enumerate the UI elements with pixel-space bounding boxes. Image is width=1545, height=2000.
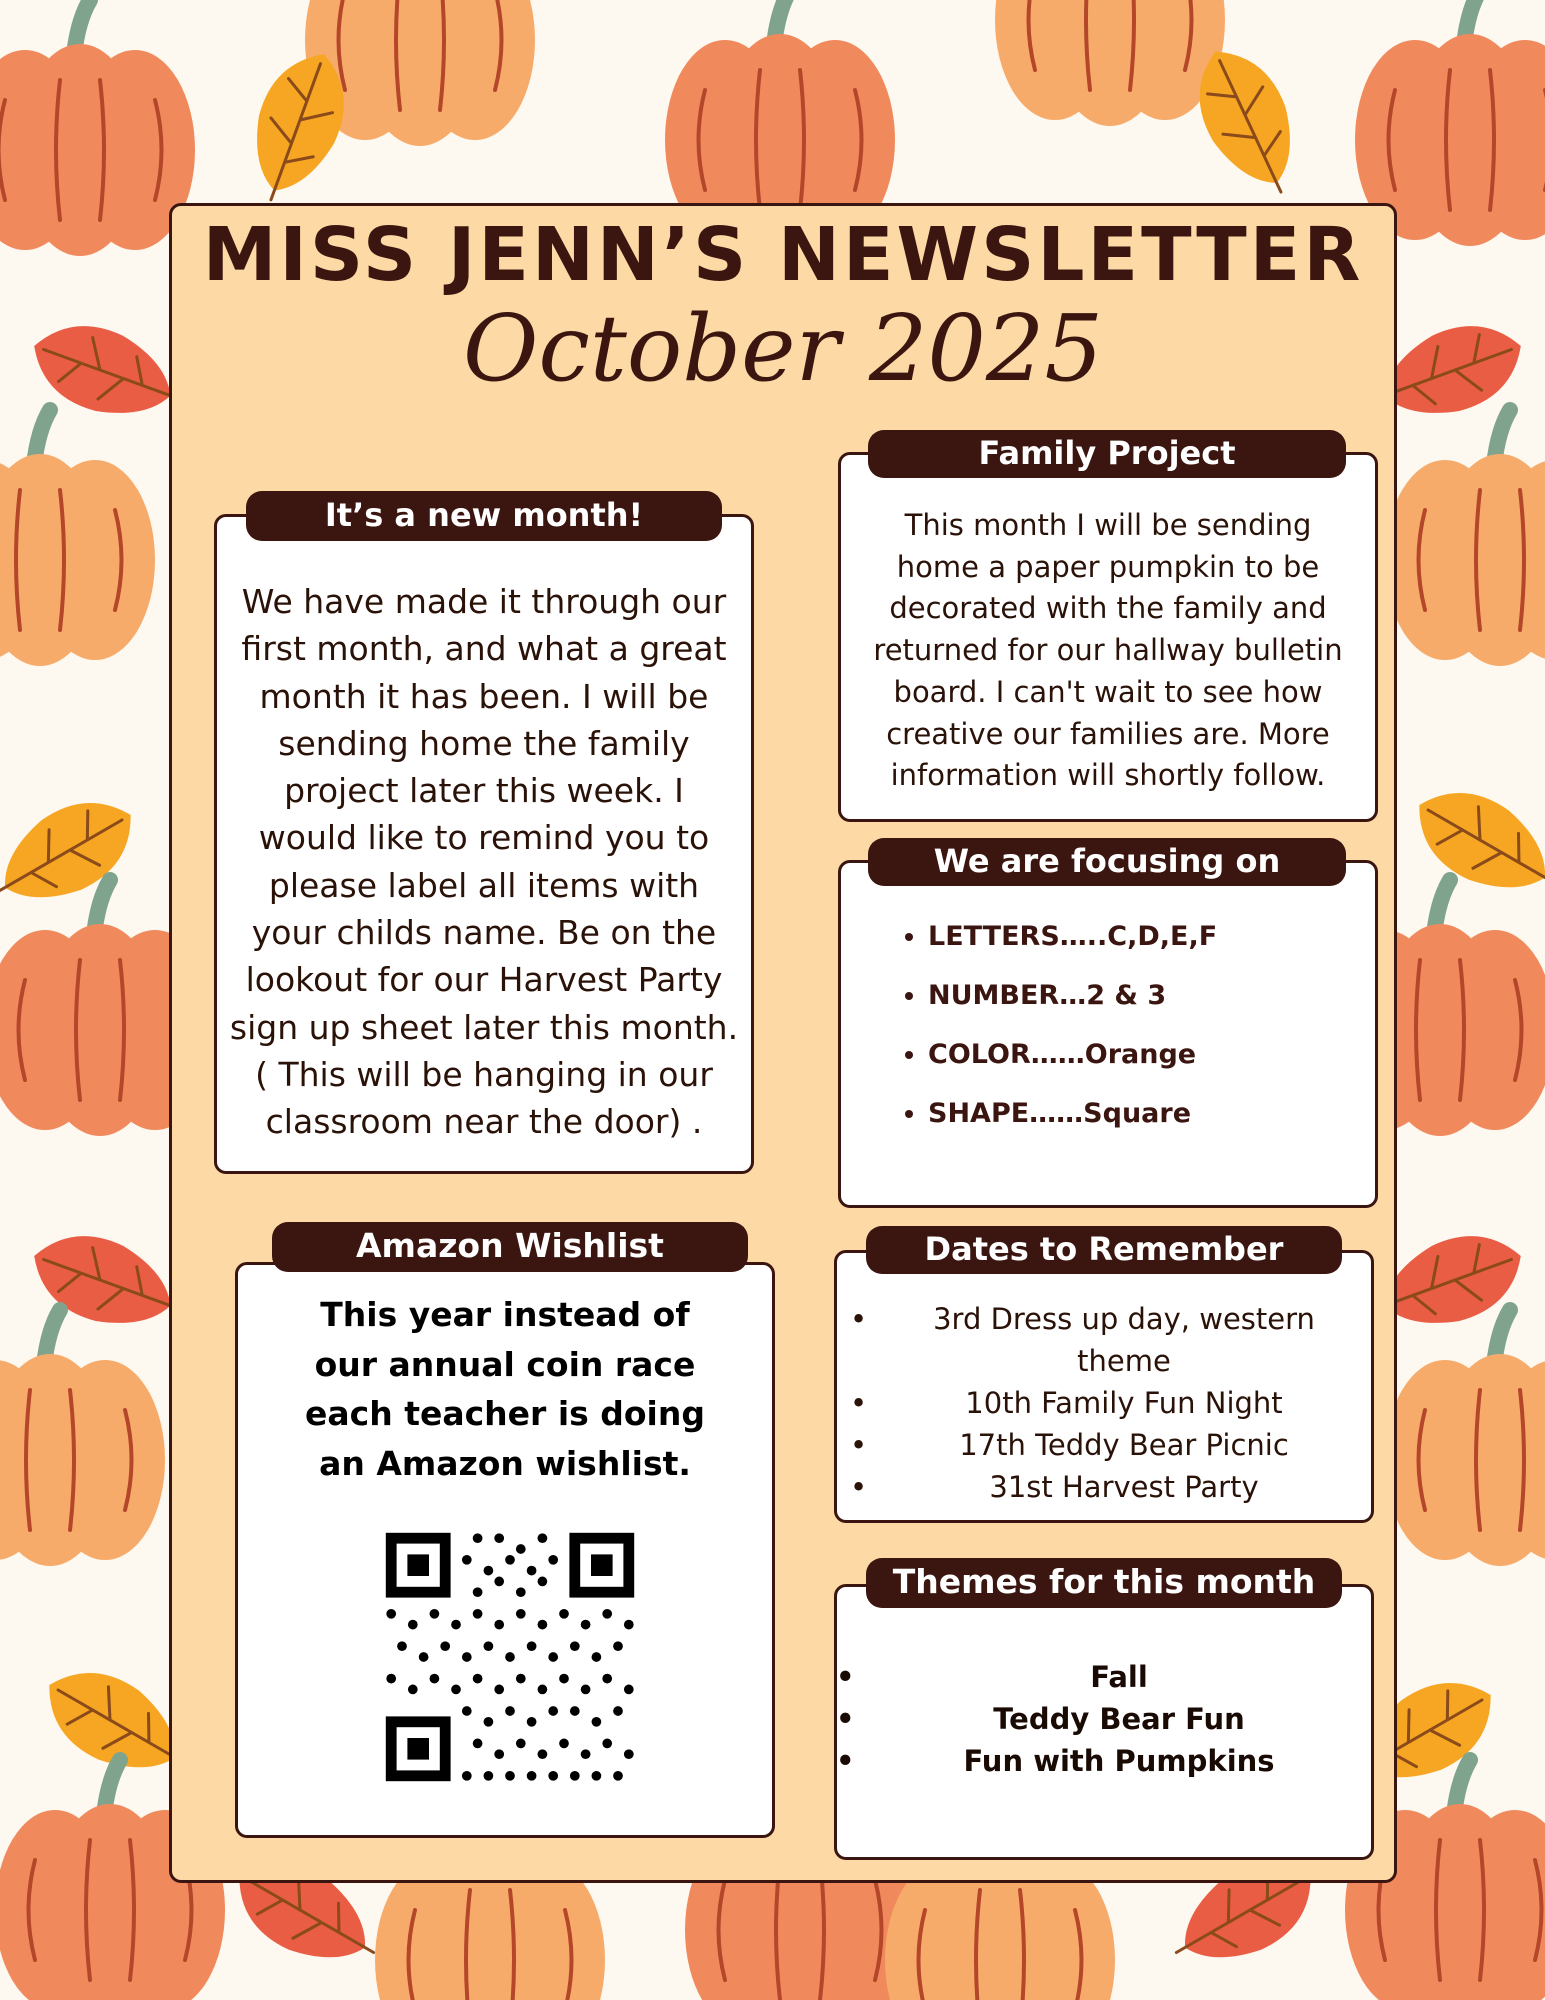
focus-item: • LETTERS…..C,D,E,F	[928, 920, 1217, 954]
family-project-heading: Family Project	[868, 430, 1346, 478]
new-month-heading: It’s a new month!	[246, 491, 722, 541]
focus-item: • NUMBER…2 & 3	[928, 979, 1217, 1013]
newsletter-title: MISS JENN’S NEWSLETTER	[202, 212, 1364, 298]
focus-heading: We are focusing on	[868, 838, 1346, 886]
dates-item: • 31st Harvest Party	[850, 1470, 1259, 1504]
dates-heading: Dates to Remember	[866, 1226, 1342, 1274]
theme-item: • Teddy Bear Fun	[836, 1702, 1245, 1736]
dates-item: • 10th Family Fun Night	[850, 1386, 1283, 1420]
focus-item: • COLOR……Orange	[928, 1038, 1217, 1072]
themes-heading: Themes for this month	[866, 1558, 1342, 1608]
family-project-text: This month I will be sending home a paper pumpkin to be decorated with the family and returned for our hallway bulletin board. I can't wait to see how creative our families are. More information will shortly follow.	[873, 508, 1343, 793]
focus-item: • SHAPE……Square	[928, 1097, 1217, 1131]
newsletter-month: October 2025	[462, 295, 1103, 402]
dates-item: • 17th Teddy Bear Picnic	[850, 1428, 1289, 1462]
new-month-text: We have made it through our first month, and what a great month it has been. I will be sending home the family project later this week. I would like to remind you to please label all items with your childs name. Be on the lookout for our Harvest Party sign up sheet later this month. ( This will be hanging in our classroom near the door) .	[229, 582, 739, 1142]
wishlist-text: This year instead of our annual coin race each teacher is doing an Amazon wishlist.	[305, 1295, 705, 1483]
theme-item: • Fall	[836, 1660, 1148, 1694]
themes-list	[834, 1656, 1374, 1796]
dates-list	[834, 1298, 1374, 1508]
wishlist-heading: Amazon Wishlist	[272, 1222, 748, 1272]
focus-list	[892, 920, 1217, 1156]
qr-code-icon[interactable]	[375, 1522, 645, 1792]
theme-item: • Fun with Pumpkins	[836, 1744, 1275, 1778]
dates-item: • 3rd Dress up day, western theme	[850, 1302, 1315, 1378]
